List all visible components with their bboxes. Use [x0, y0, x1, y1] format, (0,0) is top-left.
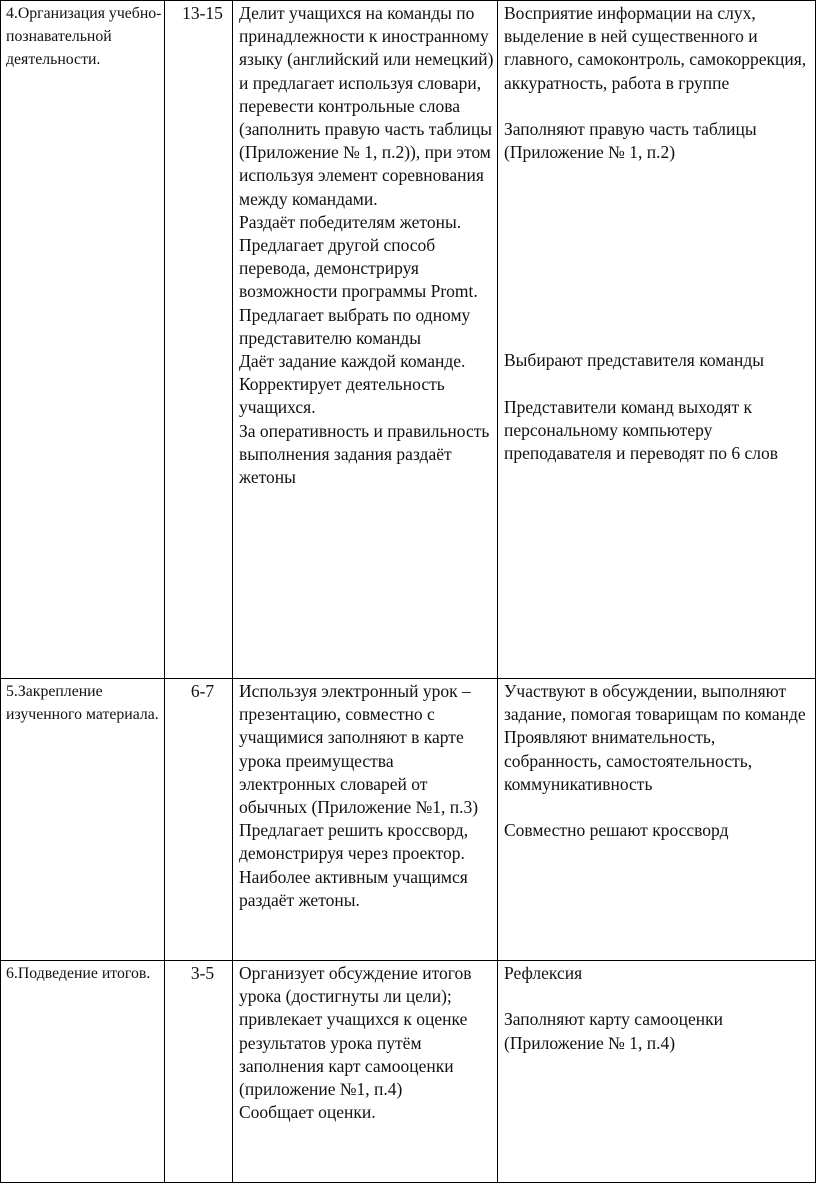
teacher-activity-line: Предлагает решить кроссворд, демонстрируя через проектор. — [239, 820, 469, 864]
student-activity-line: Заполняют карту самооценки (Приложение № 1, п.4) — [504, 1009, 723, 1053]
teacher-activity-cell — [233, 961, 498, 1183]
blank-space — [504, 164, 812, 349]
teacher-activity-line: Организует обсуждение итогов урока (достигнуты ли цели); привлекает учащихся к оценке результатов урока путём заполнения карт самооценки (приложение №1, п.4) — [239, 963, 472, 1100]
student-activity-line: Участвуют в обсуждении, выполняют задание, помогая товарищам по команде — [504, 681, 806, 725]
stage-cell: 5.Закрепление изученного материала. — [1, 679, 165, 961]
teacher-activity-line: Наиболее активным учащимся раздаёт жетоны. — [239, 866, 468, 910]
teacher-activity-line: Раздаёт победителям жетоны. — [239, 211, 462, 232]
table-row — [1, 679, 816, 961]
student-activity-line: Рефлексия — [504, 963, 583, 983]
student-activity-cell — [498, 679, 816, 961]
blank-line — [504, 373, 812, 396]
teacher-activity-line: За оперативность и правильность выполнения задания раздаёт жетоны — [239, 420, 490, 488]
table-row — [1, 961, 816, 1183]
student-activity-cell — [498, 1, 816, 679]
table-row — [1, 1, 816, 679]
stage-cell: 6.Подведение итогов. — [1, 961, 165, 1183]
student-activity-cell — [498, 961, 816, 1183]
student-activity-line: Заполняют правую часть таблицы (Приложение № 1, п.2) — [504, 119, 757, 163]
blank-line — [504, 985, 812, 1008]
blank-line — [504, 95, 812, 118]
time-cell: 3-5 — [165, 961, 233, 1183]
teacher-activity-line: Даёт задание каждой команде. — [239, 351, 466, 372]
teacher-activity-line: Корректирует деятельность учащихся. — [239, 374, 445, 418]
teacher-activity-cell — [233, 1, 498, 679]
blank-line — [504, 796, 812, 819]
teacher-activity-line: Сообщает оценки. — [239, 1102, 376, 1123]
teacher-activity-cell — [233, 679, 498, 961]
stage-cell: 4.Организация учебно-познавательной деятельности. — [1, 1, 165, 679]
time-cell: 6-7 — [165, 679, 233, 961]
student-activity-line: Проявляют внимательность, собранность, самостоятельность, коммуникативность — [504, 727, 753, 794]
student-activity-line: Выбирают представителя команды — [504, 350, 765, 371]
teacher-activity-line: Предлагает другой способ перевода, демонстрируя возможности программы Promt. — [239, 235, 478, 302]
student-activity-line: Восприятие информации на слух, выделение в ней существенного и главного, самоконтроль, самокоррекция, аккуратность, работа в группе — [504, 3, 807, 93]
time-cell: 13-15 — [165, 1, 233, 679]
teacher-activity-line: Делит учащихся на команды по принадлежности к иностранному языку (английский или немецкий) и предлагает используя словари, перевести контрольные слова (заполнить правую часть таблицы (Приложение № 1, п.2)), при этом используя элемент соревнования между командами. — [239, 3, 494, 209]
student-activity-line: Совместно решают кроссворд — [504, 820, 729, 841]
student-activity-line: Представители команд выходят к персональному компьютеру преподавателя и переводят по 6 слов — [504, 396, 778, 464]
teacher-activity-line: Используя электронный урок – презентацию, совместно с учащимися заполняют в карте урока преимущества электронных словарей от обычных (Приложение №1, п.3) — [239, 681, 479, 818]
teacher-activity-line: Предлагает выбрать по одному представителю команды — [239, 304, 471, 348]
